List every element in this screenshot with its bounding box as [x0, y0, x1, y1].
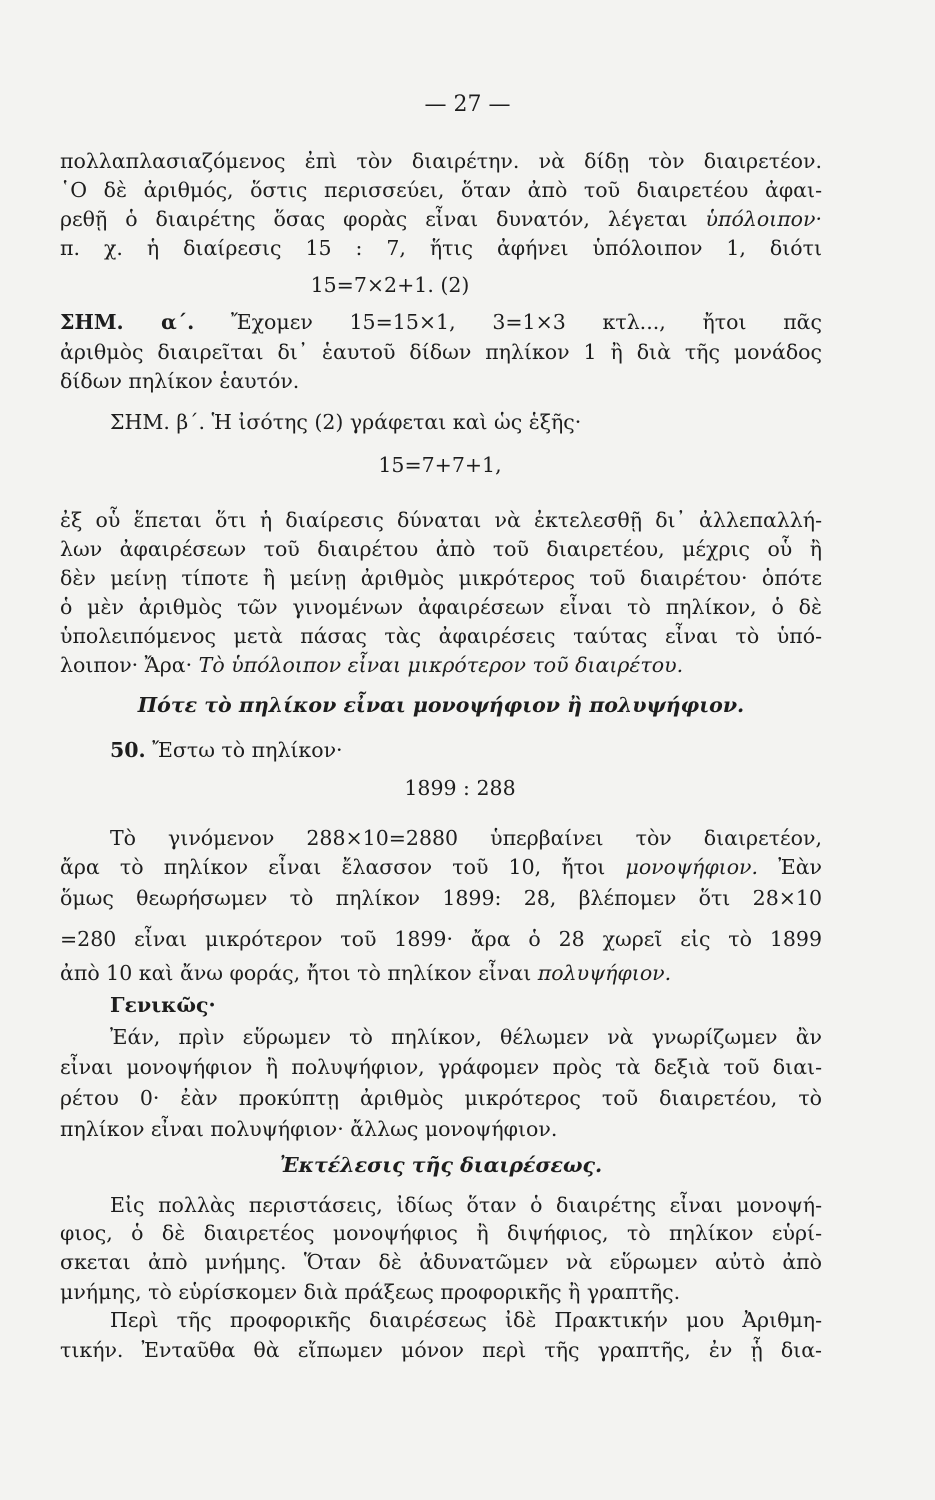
text-line: ρέτου 0· ἐὰν προκύπτῃ ἀριθμὸς μικρότερος τοῦ διαιρετέου, τὸ: [60, 1086, 822, 1110]
text-run: Ἐὰν: [758, 855, 823, 879]
section-heading: Ἐκτέλεσις τῆς διαιρέσεως.: [279, 1153, 603, 1177]
text-line: ἐξ οὗ ἕπεται ὅτι ἡ διαίρεσις δύναται νὰ ἐκτελεσθῇ δι᾽ ἀλλεπαλλή-: [60, 508, 822, 532]
text-line: σκεται ἀπὸ μνήμης. Ὅταν δὲ ἀδυνατῶμεν νὰ εὕρωμεν αὐτὸ ἀπὸ: [60, 1250, 822, 1274]
term-italic: μονοψήφιον.: [625, 855, 759, 879]
text-line: ΣΗΜ. β΄. Ἡ ἰσότης (2) γράφεται καὶ ὡς ἑξῆς·: [110, 410, 582, 434]
text-line: ὁ μὲν ἀριθμὸς τῶν γινομένων ἀφαιρέσεων εἶναι τὸ πηλίκον, ὁ δὲ: [60, 595, 822, 619]
division-expression: 1899 : 288: [404, 776, 516, 800]
text-run: λοιπον· Ἄρα·: [60, 653, 199, 677]
text-line: φιος, ὁ δὲ διαιρετέος μονοψήφιος ἢ διψήφιος, τὸ πηλίκον εὑρί-: [60, 1221, 822, 1245]
subheading: Γενικῶς·: [110, 993, 216, 1017]
text-line: ῾Ο δὲ ἀριθμός, ὅστις περισσεύει, ὅταν ἀπὸ τοῦ διαιρετέου ἀφαι-: [60, 178, 822, 202]
text-line: ὅμως θεωρήσωμεν τὸ πηλίκον 1899: 28, βλέπομεν ὅτι 28×10: [60, 886, 822, 910]
text-line: Εἰς πολλὰς περιστάσεις, ἰδίως ὅταν ὁ διαιρέτης εἶναι μονοψή-: [110, 1193, 822, 1217]
text-line: ἀριθμὸς διαιρεῖται δι᾽ ἑαυτοῦ δίδων πηλίκον 1 ἢ διὰ τῆς μονάδος: [60, 340, 822, 364]
text-line: π. χ. ἡ διαίρεσις 15 : 7, ἥτις ἀφήνει ὑπόλοιπον 1, διότι: [60, 236, 822, 260]
page-number: — 27 —: [424, 92, 511, 117]
text-run: ἀπὸ 10 καὶ ἄνω φοράς, ἤτοι τὸ πηλίκον εἶναι: [60, 961, 538, 985]
text-line: Ἐάν, πρὶν εὕρωμεν τὸ πηλίκον, θέλωμεν νὰ γνωρίζωμεν ἂν: [110, 1025, 822, 1049]
text-line: λων ἀφαιρέσεων τοῦ διαιρέτου ἀπὸ τοῦ διαιρετέου, μέχρις οὗ ἢ: [60, 537, 822, 561]
term-italic: ὑπόλοιπον·: [705, 207, 822, 231]
text-line: εἶναι μονοψήφιον ἢ πολυψήφιον, γράφομεν πρὸς τὰ δεξιὰ τοῦ διαι-: [60, 1055, 822, 1079]
text-line: δὲν μείνῃ τίποτε ἢ μείνῃ ἀριθμὸς μικρότερος τοῦ διαιρέτου· ὁπότε: [60, 566, 822, 590]
text-line: Περὶ τῆς προφορικῆς διαιρέσεως ἰδὲ Πρακτικήν μου Ἀριθμη-: [110, 1308, 822, 1332]
text-run: Ἔστω τὸ πηλίκον·: [145, 738, 343, 762]
section-heading: Πότε τὸ πηλίκον εἶναι μονοψήφιον ἢ πολυψήφιον.: [137, 693, 745, 717]
equation: 15=7+7+1,: [378, 453, 502, 477]
text-line: δίδων πηλίκον ἑαυτόν.: [60, 369, 300, 393]
text-line: [60, 958, 822, 988]
text-line: Τὸ γινόμενον 288×10=2880 ὑπερβαίνει τὸν διαιρετέον,: [110, 826, 822, 850]
text-line: ὑπολειπόμενος μετὰ πάσας τὰς ἀφαιρέσεις ταύτας εἶναι τὸ ὑπό-: [60, 624, 822, 648]
text-run: ἄρα τὸ πηλίκον εἶναι ἔλασσον τοῦ 10, ἤτοι: [60, 855, 626, 879]
text-line: πηλίκον εἶναι πολυψήφιον· ἄλλως μονοψήφιον.: [60, 1117, 558, 1141]
text-line: τικήν. Ἐνταῦθα θὰ εἴπωμεν μόνον περὶ τῆς γραπτῆς, ἐν ᾗ δια-: [60, 1338, 822, 1362]
text-line: [60, 650, 822, 680]
text-line: [60, 307, 822, 337]
equation: 15=7×2+1. (2): [310, 273, 470, 297]
term-italic: πολυψήφιον.: [537, 961, 672, 985]
text-line: πολλαπλασιαζόμενος ἐπὶ τὸν διαιρέτην. νὰ δίδῃ τὸν διαιρετέον.: [60, 149, 822, 173]
paragraph-number: 50.: [110, 738, 146, 762]
note-label: ΣΗΜ. α΄.: [60, 310, 195, 334]
rule-italic: Τὸ ὑπόλοιπον εἶναι μικρότερον τοῦ διαιρέτου.: [198, 653, 684, 677]
text-line: [60, 204, 822, 234]
text-line: μνήμης, τὸ εὑρίσκομεν διὰ πράξεως προφορικῆς ἢ γραπτῆς.: [60, 1280, 681, 1304]
text-line: [110, 735, 822, 765]
text-run: Ἔχομεν 15=15×1, 3=1×3 κτλ..., ἤτοι πᾶς: [194, 310, 823, 334]
text-run: ρεθῇ ὁ διαιρέτης ὅσας φορὰς εἶναι δυνατόν, λέγεται: [60, 207, 706, 231]
text-line: =280 εἶναι μικρότερον τοῦ 1899· ἄρα ὁ 28 χωρεῖ εἰς τὸ 1899: [60, 927, 822, 951]
text-line: [60, 852, 822, 882]
